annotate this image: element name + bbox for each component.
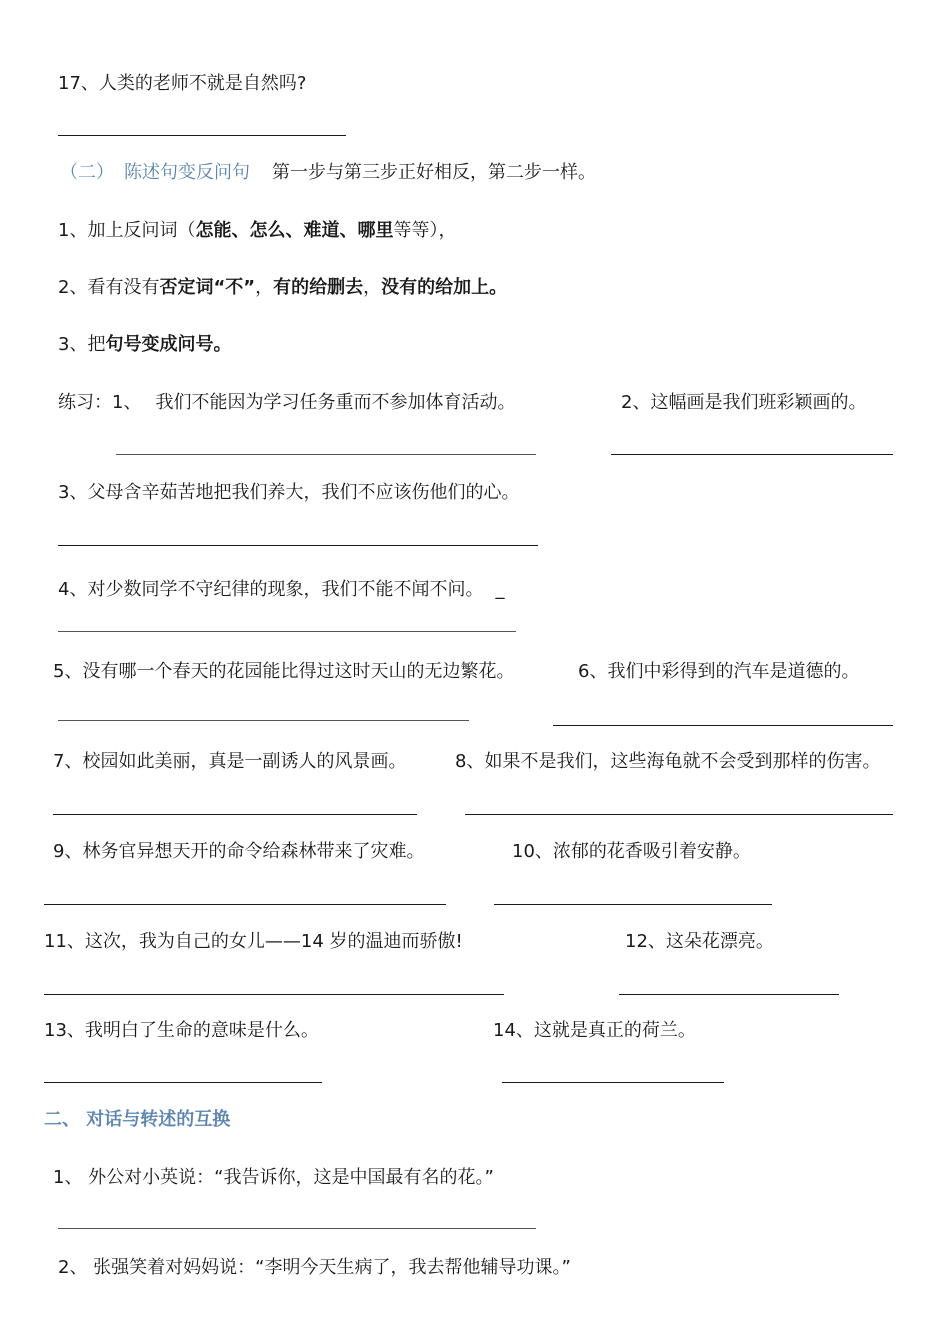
practice-4-text: 4、对少数同学不守纪律的现象，我们不能不闻不问。 bbox=[58, 579, 484, 600]
practice-5: 5、没有哪一个春天的花园能比得过这时天山的无边繁花。 bbox=[53, 661, 515, 682]
answer-line-12[interactable] bbox=[619, 994, 839, 995]
answer-line-d1[interactable] bbox=[58, 1228, 536, 1229]
practice-9: 9、林务官异想天开的命令给森林带来了灾难。 bbox=[53, 841, 425, 862]
dialogue-2: 2、 张强笑着对妈妈说：“李明今天生病了，我去帮他辅导功课。” bbox=[58, 1257, 571, 1278]
rule-2 bbox=[58, 277, 507, 299]
answer-line-8[interactable] bbox=[465, 814, 893, 815]
practice-10: 10、浓郁的花香吸引着安静。 bbox=[512, 841, 751, 862]
practice-2: 2、这幅画是我们班彩颖画的。 bbox=[621, 392, 867, 413]
practice-7: 7、校园如此美丽，真是一副诱人的风景画。 bbox=[53, 751, 407, 772]
rule-2-comma-2: ， bbox=[363, 277, 382, 298]
rule-1 bbox=[58, 220, 456, 242]
practice-12: 12、这朵花漂亮。 bbox=[625, 931, 774, 952]
rule-2-comma-1: ， bbox=[255, 277, 274, 298]
practice-6: 6、我们中彩得到的汽车是道德的。 bbox=[578, 661, 860, 682]
practice-3: 3、父母含辛茹苦地把我们养大，我们不应该伤他们的心。 bbox=[58, 482, 520, 503]
rule-3-prefix: 3、把 bbox=[58, 334, 106, 355]
practice-1-text: 我们不能因为学习任务重而不参加体育活动。 bbox=[155, 392, 516, 413]
answer-line-10[interactable] bbox=[494, 904, 772, 905]
practice-label: 练习：1、 bbox=[58, 392, 142, 413]
practice-14: 14、这就是真正的荷兰。 bbox=[493, 1020, 696, 1041]
answer-line-1[interactable] bbox=[116, 454, 536, 455]
rule-2-bold-3: 没有的给加上。 bbox=[381, 277, 508, 298]
rule-3-bold: 句号变成问号。 bbox=[105, 334, 232, 355]
answer-line-4[interactable] bbox=[58, 631, 516, 632]
practice-1 bbox=[58, 392, 515, 414]
answer-line-13[interactable] bbox=[44, 1082, 322, 1083]
rule-1-prefix: 1、加上反问词（ bbox=[58, 220, 196, 241]
practice-11: 11、这次，我为自己的女儿——14 岁的温迪而骄傲! bbox=[44, 931, 463, 952]
rule-2-bold-1: 否定词“不” bbox=[159, 277, 256, 298]
question-17: 17、人类的老师不就是自然吗? bbox=[58, 73, 307, 94]
section-2-heading: 二、 对话与转述的互换 bbox=[44, 1109, 231, 1130]
answer-line-11[interactable] bbox=[44, 994, 504, 995]
section-heading bbox=[60, 162, 596, 184]
answer-line-3[interactable] bbox=[58, 545, 538, 546]
rule-3 bbox=[58, 334, 231, 356]
rule-2-prefix: 2、看有没有 bbox=[58, 277, 160, 298]
answer-line-6[interactable] bbox=[553, 725, 893, 726]
practice-13: 13、我明白了生命的意味是什么。 bbox=[44, 1020, 319, 1041]
practice-4 bbox=[58, 579, 504, 601]
answer-line-9[interactable] bbox=[44, 904, 446, 905]
section-title: 陈述句变反问句 bbox=[124, 162, 250, 183]
section-number: （二） bbox=[60, 162, 114, 183]
answer-line-5[interactable] bbox=[58, 720, 469, 721]
rule-1-suffix: 等等）， bbox=[393, 220, 457, 241]
answer-line-17[interactable] bbox=[58, 135, 346, 136]
practice-4-tail: _ bbox=[495, 579, 505, 600]
practice-8: 8、如果不是我们，这些海龟就不会受到那样的伤害。 bbox=[455, 751, 881, 772]
answer-line-7[interactable] bbox=[53, 814, 417, 815]
answer-line-2[interactable] bbox=[611, 454, 893, 455]
section-note: 第一步与第三步正好相反，第二步一样。 bbox=[272, 162, 596, 183]
answer-line-14[interactable] bbox=[502, 1082, 724, 1083]
dialogue-1: 1、 外公对小英说：“我告诉你，这是中国最有名的花。” bbox=[53, 1167, 494, 1188]
rule-2-bold-2: 有的给删去 bbox=[273, 277, 364, 298]
rule-1-words: 怎能、怎么、难道、哪里 bbox=[195, 220, 394, 241]
